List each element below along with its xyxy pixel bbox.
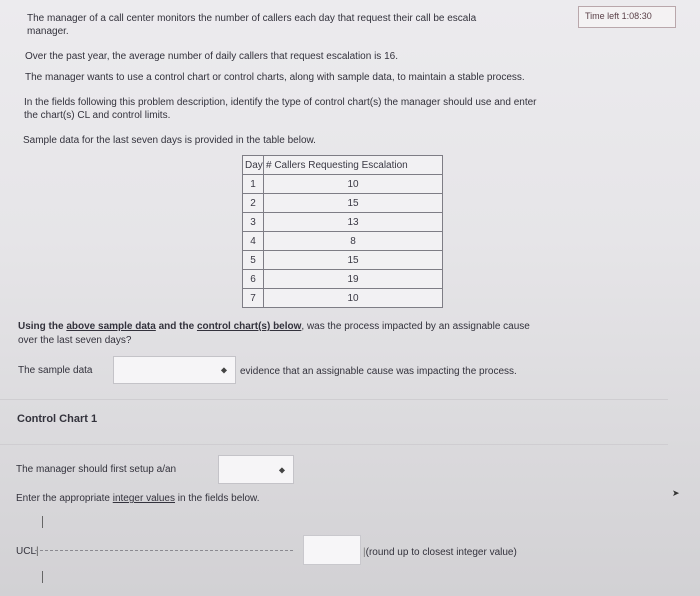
select-arrows-icon: ◆ <box>278 465 285 474</box>
sample-data-label: The sample data <box>18 365 93 376</box>
table-row <box>243 270 443 289</box>
question-suffix: , was the process impacted by an assignable cause <box>301 321 530 332</box>
select-arrows-icon: ◆ <box>220 365 227 375</box>
chart-axis-tick <box>42 516 43 528</box>
table-header-callers: # Callers Requesting Escalation <box>264 156 443 175</box>
integer-values-link[interactable]: integer values <box>112 493 175 504</box>
ucl-hint-text: (round up to closest integer value) <box>365 547 517 558</box>
day-cell: 7 <box>243 289 264 308</box>
problem-line-4: In the fields following this problem description, identify the type of control chart(s) the manager should use and enter <box>24 97 537 108</box>
table-row <box>243 289 443 308</box>
table-row <box>243 175 443 194</box>
question-prefix: Using the <box>18 321 67 332</box>
day-cell: 3 <box>243 213 264 232</box>
control-charts-below-link[interactable]: control chart(s) below <box>196 321 302 332</box>
sample-data-after: evidence that an assignable cause was impacting the process. <box>240 366 517 377</box>
question-text <box>18 320 530 333</box>
ucl-hint: |(round up to closest integer value) <box>363 547 517 558</box>
ucl-label-text: UCL <box>16 546 37 557</box>
problem-line-1b: manager. <box>27 26 69 37</box>
control-chart-title: Control Chart 1 <box>17 413 98 425</box>
above-sample-data-link[interactable]: above sample data <box>66 321 156 332</box>
enter-suffix: in the fields below. <box>175 493 260 504</box>
problem-line-4b: the chart(s) CL and control limits. <box>24 110 171 121</box>
callers-cell: 10 <box>264 175 443 194</box>
table-header-row <box>243 156 443 175</box>
question-mid: and the <box>155 321 197 332</box>
day-cell: 2 <box>243 194 264 213</box>
day-cell: 1 <box>243 175 264 194</box>
problem-line-3: The manager wants to use a control chart or control charts, along with sample data, to maintain a stable process. <box>25 72 525 83</box>
day-cell: 5 <box>243 251 264 270</box>
callers-cell: 13 <box>264 213 443 232</box>
sample-data-table <box>242 155 443 308</box>
table-row <box>243 213 443 232</box>
table-row <box>243 232 443 251</box>
table-header-day: Day <box>243 156 264 175</box>
callers-cell: 10 <box>264 289 443 308</box>
mouse-cursor-icon: ➤ <box>672 488 680 498</box>
problem-line-1: The manager of a call center monitors the number of callers each day that request their call be escala <box>27 13 477 24</box>
ucl-input[interactable] <box>303 535 361 565</box>
callers-cell: 19 <box>264 270 443 289</box>
day-cell: 4 <box>243 232 264 251</box>
callers-cell: 15 <box>264 194 443 213</box>
enter-values-text <box>16 492 260 505</box>
chart-type-select[interactable] <box>218 455 294 484</box>
day-cell: 6 <box>243 270 264 289</box>
problem-line-5: Sample data for the last seven days is provided in the table below. <box>23 135 316 146</box>
divider <box>0 444 668 445</box>
question-line-2: over the last seven days? <box>18 335 132 346</box>
chart-axis-tick <box>42 571 43 583</box>
timer-label: Time left 1:08:30 <box>585 11 652 21</box>
ucl-line <box>35 550 293 551</box>
divider <box>0 399 668 400</box>
callers-cell: 15 <box>264 251 443 270</box>
ucl-label: UCL| <box>16 546 39 557</box>
enter-prefix: Enter the appropriate <box>16 493 113 504</box>
setup-label: The manager should first setup a/an <box>16 464 177 475</box>
problem-line-2: Over the past year, the average number of daily callers that request escalation is 16. <box>25 51 398 62</box>
timer-badge <box>578 6 676 28</box>
sample-data-select[interactable] <box>113 356 236 384</box>
table-row <box>243 251 443 270</box>
callers-cell: 8 <box>264 232 443 251</box>
table-row <box>243 194 443 213</box>
